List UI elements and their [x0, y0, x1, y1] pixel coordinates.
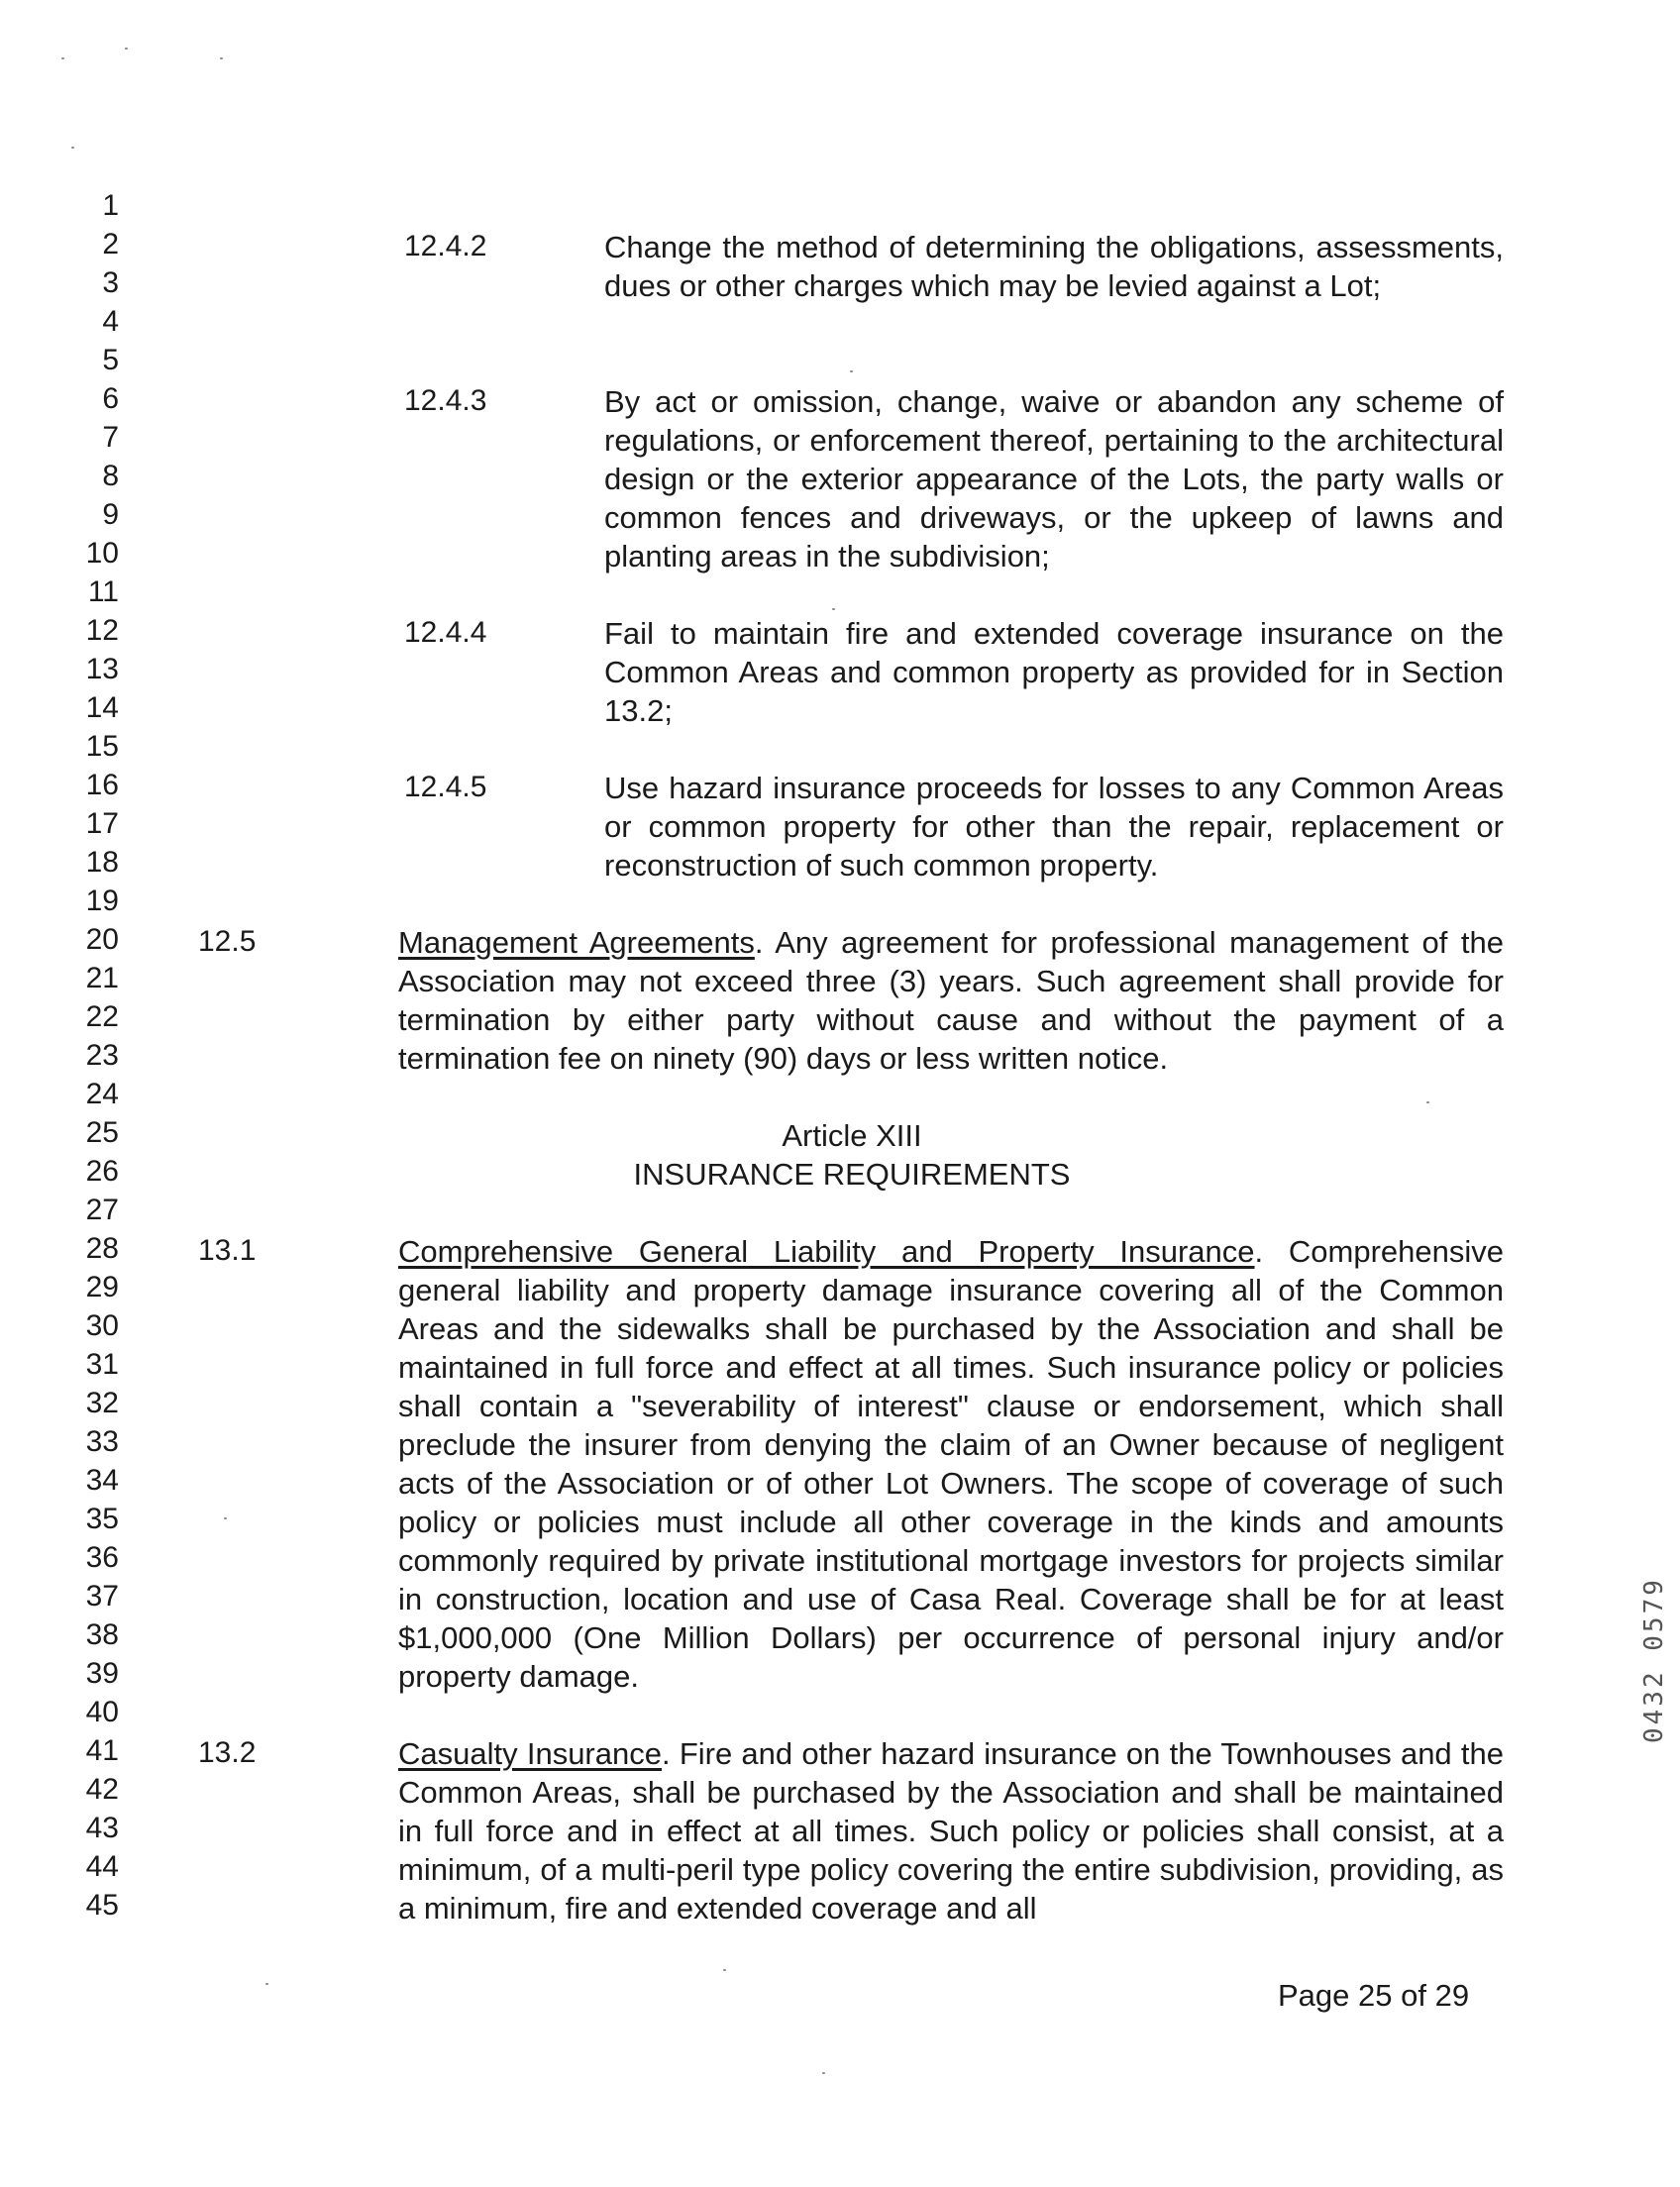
line-number: 39: [85, 1657, 119, 1690]
line-number: 13: [85, 653, 119, 685]
line-number: 38: [85, 1618, 119, 1651]
subsection-text: Change the method of determining the obligations, assessments, dues or other charges which may be levied against a Lot;: [604, 230, 1504, 303]
line-number: 7: [102, 421, 119, 454]
line-number: 24: [85, 1078, 119, 1110]
section-title: Management Agreements: [398, 925, 755, 960]
line-number: 42: [85, 1773, 119, 1806]
subsection-number: 12.4.4: [404, 616, 487, 649]
section-body: . Fire and other hazard insurance on the Townhouses and the Common Areas, shall be purchased by the Association and shall be maintained in full force and in effect at all times. Such policy or policies shall consist, at a minimum, of a multi-peril type policy covering the entire subdivision, providing, as a minimum, fire and extended coverage and all: [398, 1736, 1504, 1926]
scan-speck: [832, 608, 835, 610]
line-number: 6: [102, 382, 119, 415]
scan-speck: [822, 2072, 825, 2074]
line-number: 32: [85, 1387, 119, 1419]
line-number: 35: [85, 1503, 119, 1535]
subsection-text: Fail to maintain fire and extended coverage insurance on the Common Areas and common property as provided for in Section 13.2;: [604, 616, 1504, 728]
subsection-text: By act or omission, change, waive or abandon any scheme of regulations, or enforcement thereof, pertaining to the architectural design or the exterior appearance of the Lots, the party walls or common fences and driveways, or the upkeep of lawns and planting areas in the subdivision;: [604, 384, 1504, 573]
subsection-number: 12.4.3: [404, 384, 487, 417]
line-number: 16: [85, 769, 119, 801]
line-number: 30: [85, 1309, 119, 1342]
line-number: 2: [102, 228, 119, 260]
subsection-number: 12.4.2: [404, 230, 487, 262]
line-number: 25: [85, 1116, 119, 1149]
line-number: 43: [85, 1812, 119, 1844]
section-text: [398, 923, 1504, 1078]
line-number: 21: [85, 962, 119, 994]
section-body: . Any agreement for professional management of the Association may not exceed three (3) years. Such agreement shall provide for termination by either party without cause and without the payment of a termination fee on ninety (90) days or less written notice.: [398, 925, 1504, 1076]
scan-speck: [265, 1983, 268, 1985]
line-number: 44: [85, 1850, 119, 1883]
scan-speck: [220, 57, 223, 59]
scan-speck: [723, 1969, 726, 1971]
scan-speck: [71, 147, 74, 149]
section-text: [398, 1232, 1504, 1696]
line-number: 23: [85, 1039, 119, 1072]
recording-stamp: 0432 0579: [1639, 1577, 1669, 1743]
scan-speck: [125, 48, 128, 50]
line-number: 3: [102, 266, 119, 299]
scan-speck: [224, 1517, 227, 1519]
line-number: 17: [85, 807, 119, 840]
line-number: 11: [87, 575, 119, 608]
section-title: Comprehensive General Liability and Property Insurance: [398, 1234, 1255, 1269]
line-number: 9: [102, 498, 119, 531]
line-number: 26: [85, 1155, 119, 1188]
section-number: 13.2: [198, 1736, 257, 1769]
line-number: 41: [85, 1734, 119, 1767]
section-body: . Comprehensive general liability and property damage insurance covering all of the Common Areas and the sidewalks shall be purchased by the Association and shall be maintained in full force and effect at all times. Such insurance policy or policies shall contain a "severability of interest" clause or endorsement, which shall preclude the insurer from denying the claim of an Owner because of negligent acts of the Association or of other Lot Owners. The scope of coverage of such policy or policies must include all other coverage in the kinds and amounts commonly required by private institutional mortgage investors for projects similar in construction, location and use of Casa Real. Coverage shall be for at least $1,000,000 (One Million Dollars) per occurrence of personal injury and/or property damage.: [398, 1234, 1504, 1694]
article-title: INSURANCE REQUIREMENTS: [633, 1157, 1071, 1192]
line-number: 1: [102, 189, 119, 222]
line-number: 37: [85, 1580, 119, 1613]
line-number: 40: [85, 1696, 119, 1728]
scan-speck: [1426, 1101, 1429, 1103]
line-number: 36: [85, 1541, 119, 1574]
line-number: 19: [85, 885, 119, 917]
section-text: [398, 1734, 1504, 1927]
scan-speck: [850, 370, 853, 372]
page-number: Page 25 of 29: [1278, 1978, 1470, 2013]
line-number: 31: [85, 1348, 119, 1381]
subsection-text: Use hazard insurance proceeds for losses to any Common Areas or common property for other than the repair, replacement or reconstruction of such common property.: [604, 771, 1504, 883]
line-number: 28: [85, 1232, 119, 1265]
line-number: 5: [102, 344, 119, 376]
line-number: 20: [85, 923, 119, 956]
line-number: 27: [85, 1194, 119, 1226]
line-number: 12: [85, 614, 119, 647]
section-number: 12.5: [198, 925, 257, 958]
line-number: 14: [85, 691, 119, 724]
line-number: 18: [85, 846, 119, 879]
line-number: 29: [85, 1271, 119, 1303]
subsection-number: 12.4.5: [404, 771, 487, 803]
line-number: 22: [85, 1000, 119, 1033]
article-label: Article XIII: [782, 1118, 922, 1153]
line-number: 4: [102, 305, 119, 338]
section-title: Casualty Insurance: [398, 1736, 662, 1771]
line-number: 33: [85, 1425, 119, 1458]
line-number: 10: [85, 537, 119, 570]
scan-speck: [61, 57, 64, 59]
line-number: 45: [85, 1889, 119, 1922]
line-number: 34: [85, 1464, 119, 1497]
section-number: 13.1: [198, 1234, 257, 1267]
line-number: 15: [85, 730, 119, 763]
line-number: 8: [102, 460, 119, 492]
